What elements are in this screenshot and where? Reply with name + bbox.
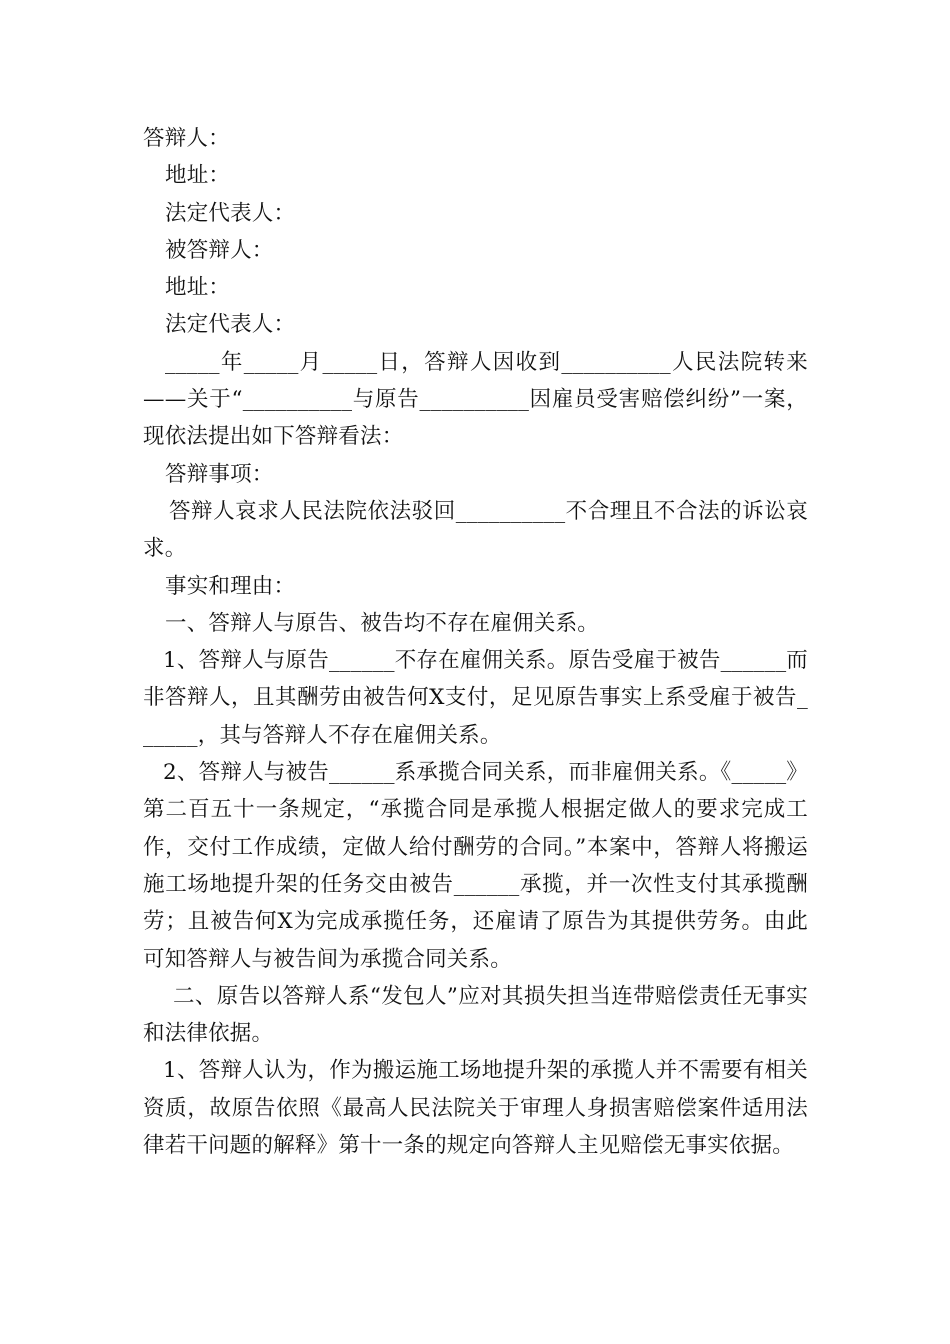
defendant-legal-rep-line: 法定代表人： [165,312,296,338]
respondent-line: 答辩人： [143,126,230,151]
point-2-heading: 二、原告以答辩人系“发包人”应对其损失担当连带赔偿责任无事实和法律依据。 [143,983,808,1047]
document-body [143,120,808,1164]
point-1-heading: 一、答辩人与原告、被告均不存在雇佣关系。 [165,610,600,636]
point-1-2-paragraph: 2、答辩人与被告______系承揽合同关系，而非雇佣关系。《_____》第二百五十一条规定，“承揽合同是承揽人根据定做人的要求完成工作，交付工作成绩，定做人给付酬劳的合同。”本案中，答辩人将搬运施工场地提升架的任务交由被告______承揽，并一次性支付其承揽酬劳；且被告何X为完成承揽任务，还雇请了原告为其提供劳务。由此可知答辩人与被告间为承揽合同关系。 [143,760,808,972]
matters-heading: 答辩事项： [165,461,274,487]
defendant-address-line: 地址： [165,275,231,301]
point-1-1-paragraph: 1、答辩人与原告______不存在雇佣关系。原告受雇于被告______而非答辩人，且其酬劳由被告何X支付，足见原告事实上系受雇于被告______，其与答辩人不存在雇佣关系。 [143,648,808,748]
defendant-line: 被答辩人： [165,237,274,263]
matters-paragraph: 答辩人哀求人民法院依法驳回__________不合理且不合法的诉讼哀求。 [143,498,808,562]
respondent-legal-rep-line: 法定代表人： [165,200,296,226]
intro-paragraph: _____年_____月_____日，答辩人因收到__________人民法院转来——关于“__________与原告__________因雇员受害赔偿纠纷”一案，现依法提出如下答辩看法： [143,349,808,450]
point-2-1-paragraph: 1、答辩人认为，作为搬运施工场地提升架的承揽人并不需要有相关资质，故原告依照《最高人民法院关于审理人身损害赔偿案件适用法律若干问题的解释》第十一条的规定向答辩人主见赔偿无事实依据。 [143,1058,808,1159]
respondent-address-line: 地址： [165,163,231,189]
facts-heading: 事实和理由： [165,573,296,599]
